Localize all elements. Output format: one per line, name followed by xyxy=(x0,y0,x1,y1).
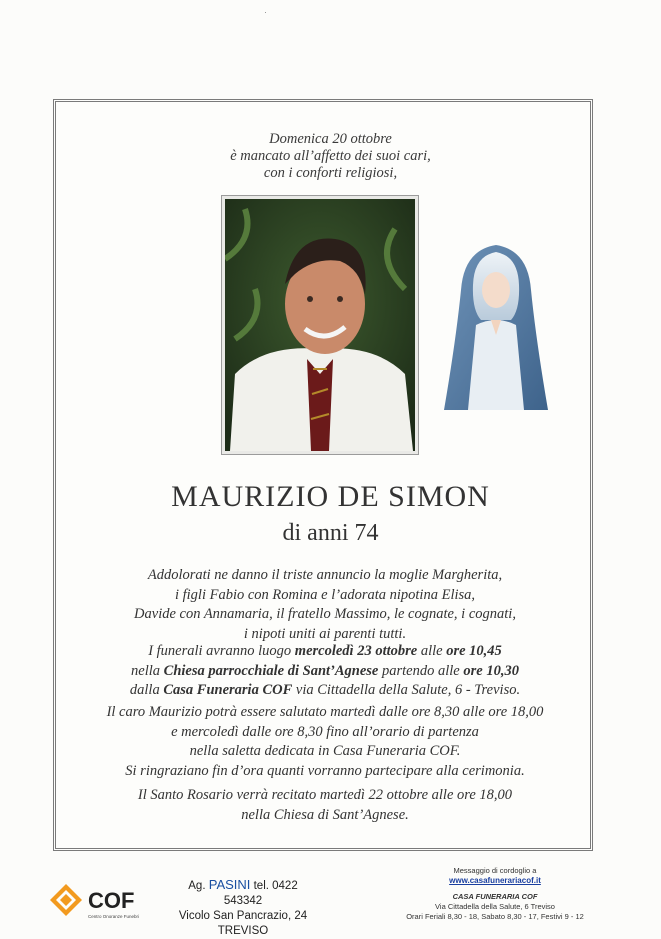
funeral-home-hours: Orari Feriali 8,30 - 18, Sabato 8,30 - 17, Festivi 9 - 12 xyxy=(406,912,584,921)
visit-line: e mercoledì dalle ore 8,30 fino all’orario di partenza xyxy=(171,723,479,740)
text-run: I funerali avranno luogo xyxy=(148,643,295,659)
text-run: partendo alle xyxy=(378,662,464,679)
scan-dot xyxy=(265,12,266,13)
funeral-paragraph xyxy=(60,642,590,701)
funeral-line xyxy=(60,681,590,701)
agency-phone: tel. 0422 543342 xyxy=(223,880,298,907)
portrait-photo-icon xyxy=(225,199,415,451)
deceased-name: MAURIZIO DE SIMON xyxy=(171,480,490,513)
agency-street: Vicolo San Pancrazio, 24 xyxy=(178,910,308,922)
funeral-home-name: Casa Funeraria COF xyxy=(163,682,293,698)
agency-line xyxy=(168,877,318,909)
condolence-label: Messaggio di cordoglio a xyxy=(453,866,537,875)
thanks-line: Si ringraziano fin d’ora quanti vorranno partecipare alla cerimonia. xyxy=(125,763,525,779)
thanks-paragraph xyxy=(60,762,590,782)
church-name: Chiesa parrocchiale di Sant’Agnese xyxy=(163,662,379,679)
condolence-link[interactable]: www.casafunerariacof.it xyxy=(449,876,541,885)
visit-line: nella saletta dedicata in Casa Funeraria COF. xyxy=(189,743,461,759)
cof-logo xyxy=(48,880,158,922)
departure-time: ore 10,30 xyxy=(463,662,519,679)
funeral-line xyxy=(60,662,590,682)
madonna-image xyxy=(436,240,556,415)
intro-line: Domenica 20 ottobre xyxy=(269,131,392,147)
announcement-line: Davide con Annamaria, il fratello Massimo, le cognate, i cognati, xyxy=(134,606,516,622)
condolence-block xyxy=(400,866,590,922)
funeral-date: mercoledì 23 ottobre xyxy=(294,643,418,659)
cof-diamond-logo-icon xyxy=(48,880,158,922)
funeral-time: ore 10,45 xyxy=(446,643,502,659)
rosary-line: Il Santo Rosario verrà recitato martedì 22 ottobre alle ore 18,00 xyxy=(137,787,513,803)
text-run: via Cittadella della Salute, 6 - Treviso. xyxy=(292,682,521,698)
announcement-line: Addolorati ne danno il triste annuncio la moglie Margherita, xyxy=(147,567,503,583)
funeral-line xyxy=(60,642,590,662)
visit-paragraph xyxy=(60,703,590,762)
funeral-home-address: Via Cittadella della Salute, 6 Treviso xyxy=(435,902,555,911)
agency-prefix: Ag. xyxy=(188,880,209,892)
announcement-line: i nipoti uniti ai parenti tutti. xyxy=(243,625,407,642)
agency-name: PASINI xyxy=(208,877,251,892)
announcement-line: i figli Fabio con Romina e l’adorata nipotina Elisa, xyxy=(174,586,476,603)
logo-text: COF xyxy=(88,888,135,913)
intro-line: è mancato all’affetto dei suoi cari, xyxy=(230,148,431,164)
rosary-paragraph xyxy=(60,786,590,825)
praying-madonna-icon xyxy=(436,240,556,415)
intro-line: con i conforti religiosi, xyxy=(263,165,398,181)
text-run: nella xyxy=(131,662,164,679)
agency-block xyxy=(168,877,318,939)
portrait-photo xyxy=(222,196,418,454)
logo-subtitle: Centro Onoranze Funebri xyxy=(88,914,140,919)
announcement-paragraph xyxy=(60,566,590,644)
visit-line: Il caro Maurizio potrà essere salutato martedì dalle ore 8,30 alle ore 18,00 xyxy=(106,704,544,720)
intro-text xyxy=(0,131,661,182)
rosary-line: nella Chiesa di Sant’Agnese. xyxy=(241,806,409,823)
agency-city: TREVISO xyxy=(217,925,269,937)
text-run: alle xyxy=(417,643,447,659)
text-run: dalla xyxy=(129,682,164,698)
funeral-home-title: CASA FUNERARIA COF xyxy=(452,892,538,901)
deceased-age: di anni 74 xyxy=(282,520,379,546)
